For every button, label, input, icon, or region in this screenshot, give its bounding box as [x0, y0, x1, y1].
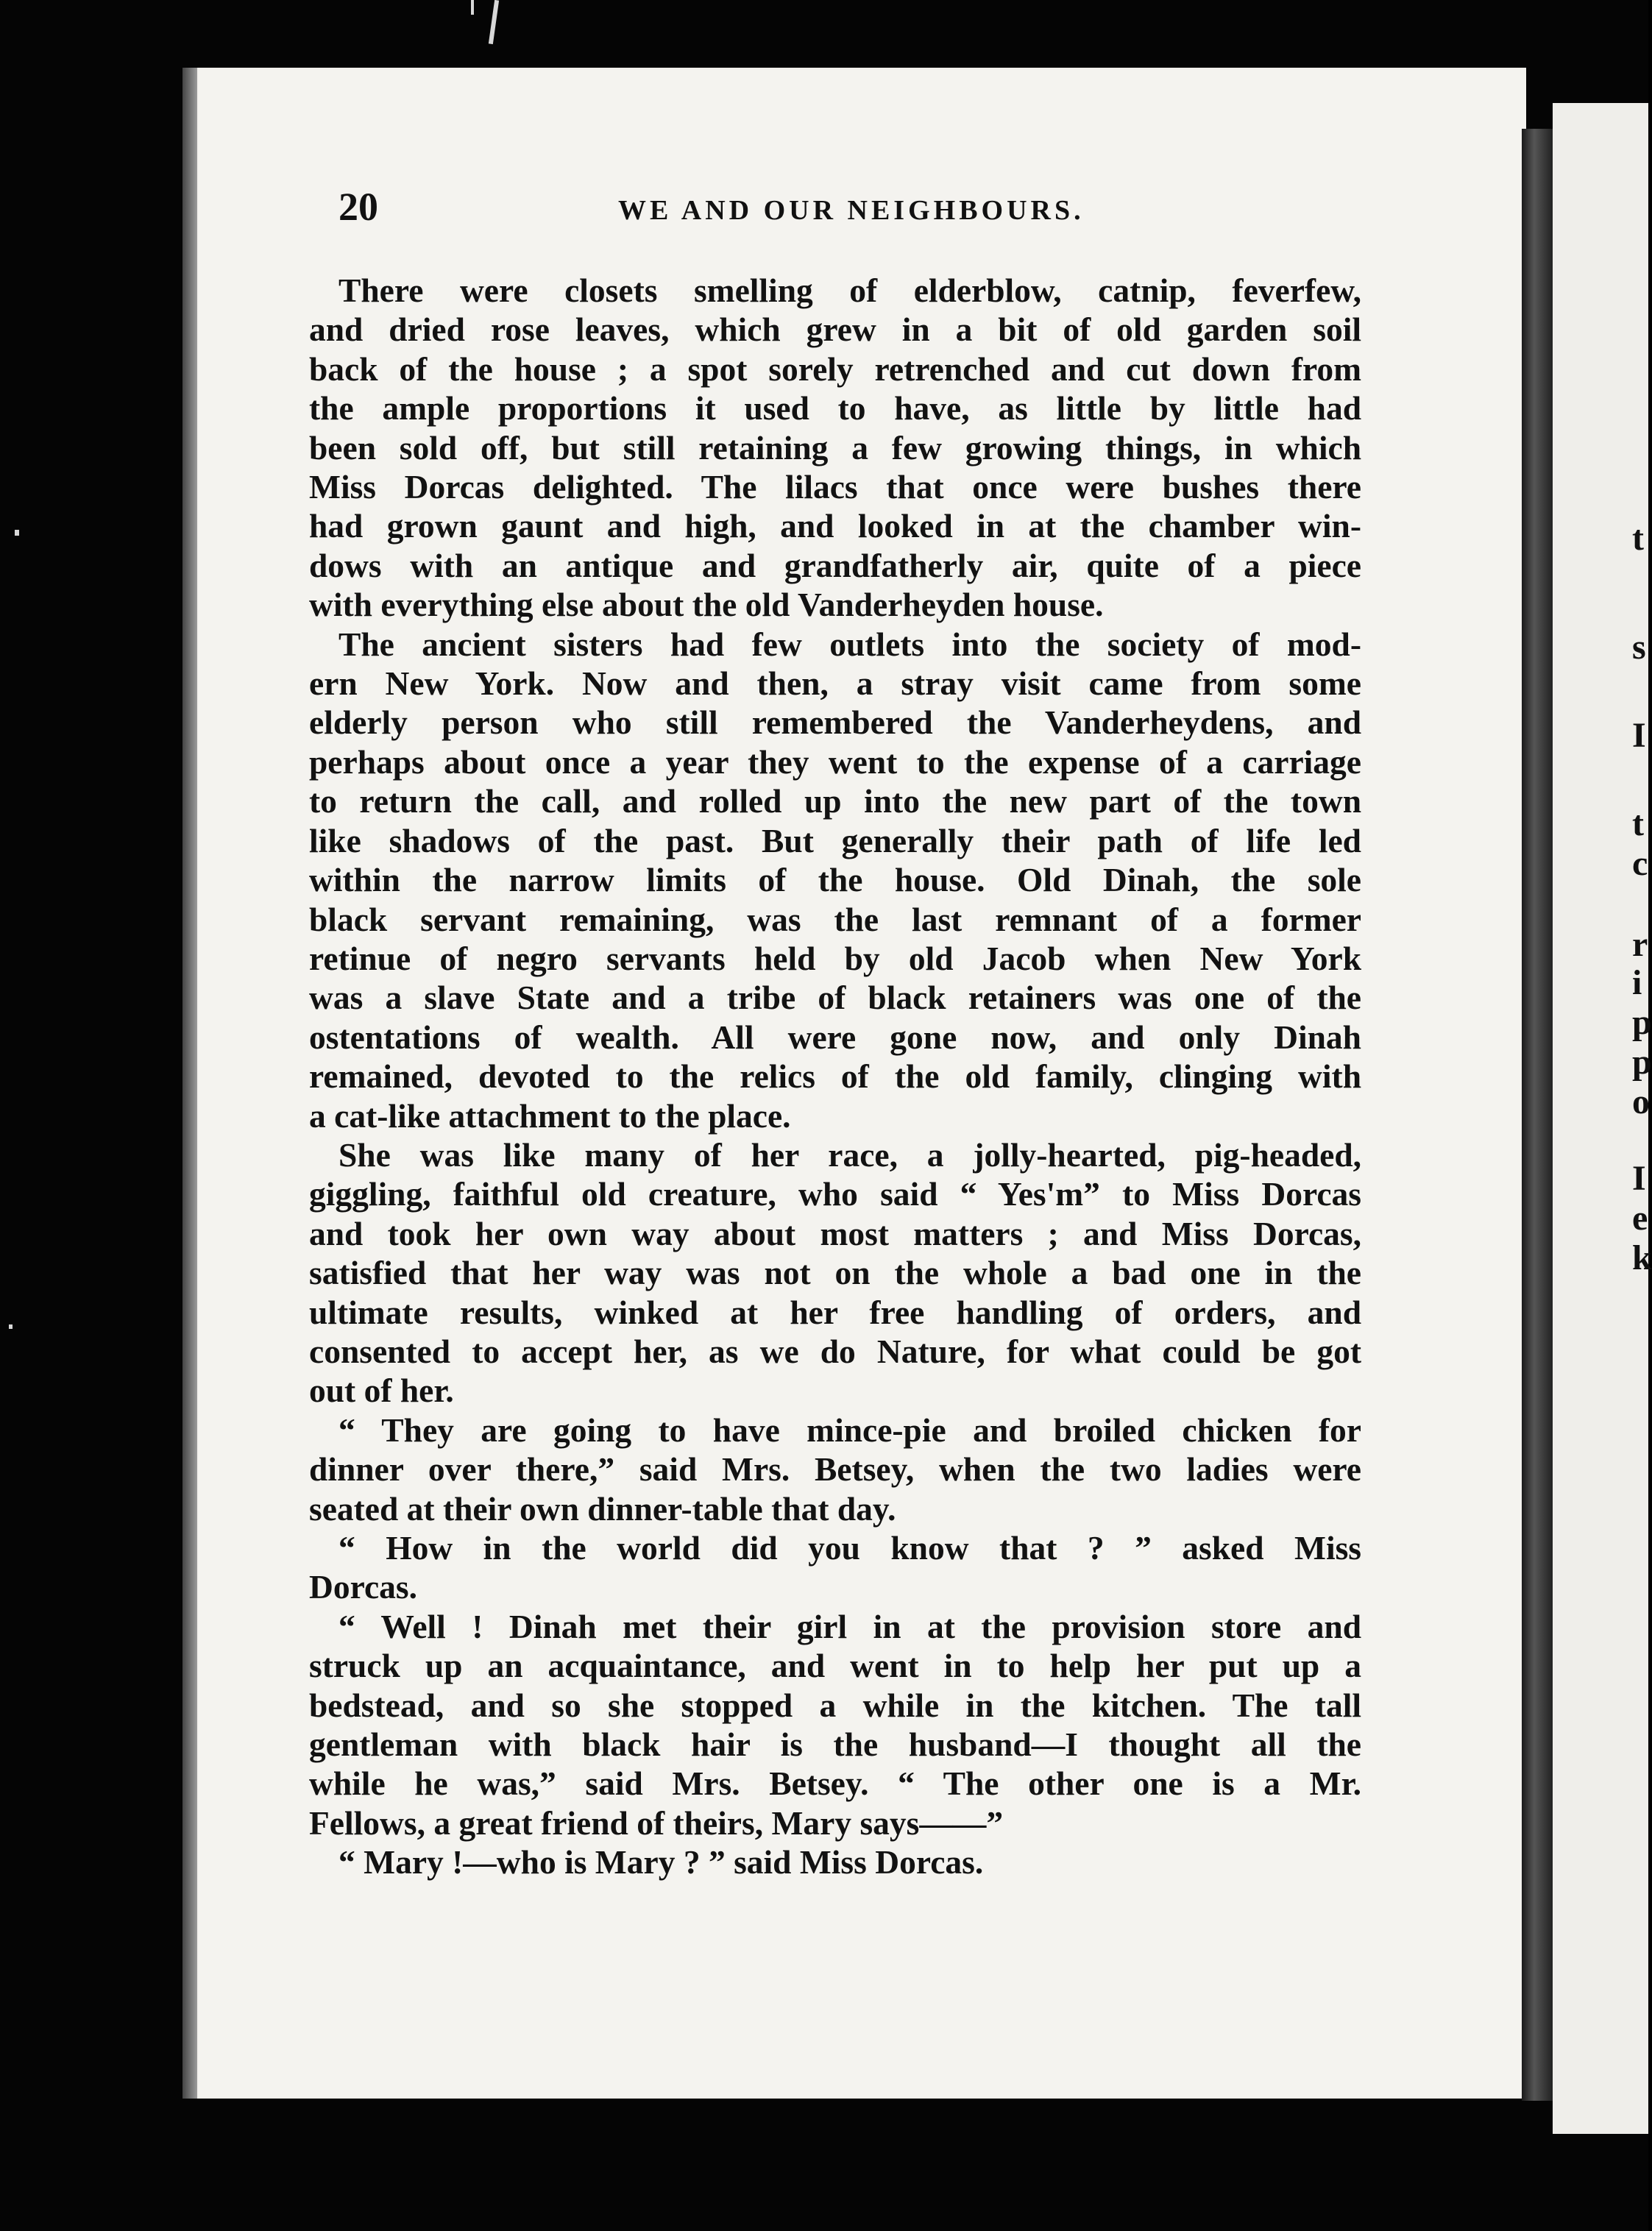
- text-line: gentleman with black hair is the husband—I thought all the: [309, 1725, 1361, 1764]
- text-line: dows with an antique and grandfatherly air, quite of a piece: [309, 546, 1361, 584]
- text-line: Fellows, a great friend of theirs, Mary says——”: [309, 1803, 1004, 1842]
- text-line: She was like many of her race, a jolly-hearted, pig-headed,: [338, 1135, 1361, 1174]
- film-speck: [9, 1324, 13, 1329]
- facing-page-fragment: p: [1632, 1043, 1652, 1082]
- text-line: Miss Dorcas delighted. The lilacs that once were bushes there: [309, 468, 1361, 506]
- text-line: within the narrow limits of the house. Old Dinah, the sole: [309, 861, 1361, 899]
- paragraph: [309, 1528, 1361, 1607]
- facing-page-fragment: k: [1632, 1238, 1652, 1277]
- text-line: with everything else about the old Vanderheyden house.: [309, 586, 1104, 624]
- text-line: black servant remaining, was the last remnant of a former: [309, 900, 1361, 938]
- text-line: Dorcas.: [309, 1568, 418, 1606]
- text-line: seated at their own dinner-table that day.: [309, 1489, 896, 1528]
- text-line: had grown gaunt and high, and looked in at the chamber win-: [309, 507, 1361, 545]
- paragraph: [309, 271, 1361, 625]
- text-line: satisfied that her way was not on the whole a bad one in the: [309, 1254, 1361, 1292]
- body-text: [309, 271, 1361, 1882]
- text-line: struck up an acquaintance, and went in to help her put up a: [309, 1647, 1361, 1685]
- facing-page-fragment: t: [1632, 519, 1644, 558]
- paragraph: [309, 1411, 1361, 1528]
- text-line: “ Mary !—who is Mary ? ” said Miss Dorcas.: [338, 1843, 984, 1881]
- film-scratch-mark: [489, 0, 499, 44]
- facing-page-fragment: i: [1632, 963, 1642, 1002]
- text-line: There were closets smelling of elderblow, catnip, feverfew,: [338, 272, 1361, 309]
- text-line: consented to accept her, as we do Nature, for what could be got: [309, 1332, 1361, 1370]
- text-line: The ancient sisters had few outlets into the society of mod-: [338, 625, 1361, 663]
- text-line: was a slave State and a tribe of black retainers was one of the: [309, 979, 1361, 1017]
- text-line: elderly person who still remembered the Vanderheydens, and: [309, 703, 1361, 742]
- facing-page-fragment: r: [1632, 925, 1648, 964]
- facing-page-fragment: t: [1632, 804, 1644, 843]
- paragraph: [309, 1135, 1361, 1411]
- film-scratch-mark: [471, 0, 474, 15]
- film-speck: [15, 530, 19, 536]
- page-binding-edge: [182, 68, 197, 2099]
- text-line: “ How in the world did you know that ? ” asked Miss: [338, 1529, 1361, 1567]
- text-line: ultimate results, winked at her free handling of orders, and: [309, 1293, 1361, 1331]
- paragraph: [309, 625, 1361, 1135]
- page-number: 20: [338, 185, 378, 229]
- text-line: perhaps about once a year they went to the expense of a carriage: [309, 742, 1361, 781]
- text-line: retinue of negro servants held by old Jacob when New York: [309, 939, 1361, 977]
- text-line: and took her own way about most matters ; and Miss Dorcas,: [309, 1214, 1361, 1252]
- text-line: the ample proportions it used to have, as little by little had: [309, 389, 1361, 428]
- facing-page-fragment: s: [1632, 628, 1646, 667]
- text-line: dinner over there,” said Mrs. Betsey, when the two ladies were: [309, 1450, 1361, 1489]
- facing-page-fragment: I: [1632, 716, 1646, 755]
- text-line: ern New York. Now and then, a stray visit came from some: [309, 664, 1361, 703]
- facing-page-fragment: o: [1632, 1082, 1650, 1121]
- book-gutter-shadow: [1522, 129, 1553, 2101]
- running-head-title: WE AND OUR NEIGHBOURS.: [618, 195, 1085, 226]
- text-line: out of her.: [309, 1372, 454, 1410]
- facing-page-edge: [1553, 103, 1652, 2134]
- text-line: back of the house ; a spot sorely retrenched and cut down from: [309, 350, 1361, 388]
- text-line: and dried rose leaves, which grew in a bit of old garden soil: [309, 311, 1361, 349]
- facing-page-fragment: I: [1632, 1159, 1646, 1198]
- text-line: been sold off, but still retaining a few growing things, in which: [309, 428, 1361, 467]
- page-header: [338, 184, 1486, 235]
- paragraph: [309, 1607, 1361, 1842]
- text-line: bedstead, and so she stopped a while in the kitchen. The tall: [309, 1686, 1361, 1724]
- text-line: giggling, faithful old creature, who said “ Yes'm” to Miss Dorcas: [309, 1175, 1361, 1213]
- text-line: remained, devoted to the relics of the old family, clinging with: [309, 1057, 1361, 1096]
- facing-page-fragment: p: [1632, 1003, 1652, 1042]
- text-line: like shadows of the past. But generally their path of life led: [309, 821, 1361, 859]
- text-line: “ They are going to have mince-pie and broiled chicken for: [338, 1411, 1361, 1449]
- text-line: while he was,” said Mrs. Betsey. “ The other one is a Mr.: [309, 1764, 1361, 1803]
- facing-page-fragment: c: [1632, 844, 1648, 883]
- text-line: a cat-like attachment to the place.: [309, 1096, 791, 1135]
- text-line: “ Well ! Dinah met their girl in at the provision store and: [338, 1607, 1361, 1645]
- paragraph: [309, 1842, 1361, 1881]
- text-line: ostentations of wealth. All were gone now, and only Dinah: [309, 1018, 1361, 1056]
- text-line: to return the call, and rolled up into the new part of the town: [309, 782, 1361, 820]
- facing-page-fragment: e: [1632, 1199, 1648, 1238]
